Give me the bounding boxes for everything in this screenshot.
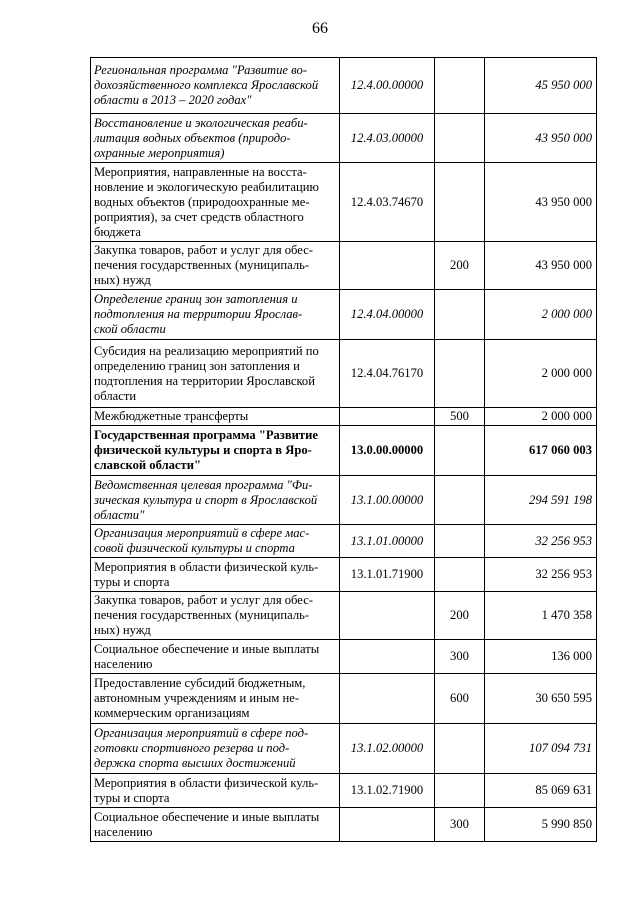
table-row — [91, 774, 597, 808]
row-expense-type-cell — [435, 724, 485, 774]
row-expense-type-cell: 300 — [435, 640, 485, 674]
row-code-cell: 12.4.00.00000 — [340, 58, 435, 114]
row-code-cell: 12.4.04.00000 — [340, 290, 435, 340]
table-row — [91, 340, 597, 408]
row-code-cell: 13.1.01.71900 — [340, 558, 435, 592]
row-amount-cell: 43 950 000 — [485, 242, 597, 290]
row-code-cell: 13.1.00.00000 — [340, 476, 435, 525]
row-name-cell: Закупка товаров, работ и услуг для обес- печения государственных (муниципаль- ных) нужд — [91, 242, 340, 290]
row-amount-cell: 2 000 000 — [485, 340, 597, 408]
row-amount-cell: 32 256 953 — [485, 525, 597, 558]
row-code-cell — [340, 408, 435, 426]
row-code-cell: 13.1.02.00000 — [340, 724, 435, 774]
row-amount-cell: 85 069 631 — [485, 774, 597, 808]
row-name-cell: Закупка товаров, работ и услуг для обес- печения государственных (муниципаль- ных) нужд — [91, 592, 340, 640]
row-name-cell: Мероприятия в области физической куль- туры и спорта — [91, 774, 340, 808]
table-row — [91, 525, 597, 558]
row-expense-type-cell — [435, 163, 485, 242]
table-row — [91, 592, 597, 640]
table-row — [91, 242, 597, 290]
row-amount-cell: 1 470 358 — [485, 592, 597, 640]
row-name-cell: Мероприятия, направленные на восста- новление и экологическую реабилитацию водных объектов (природоохранные ме- роприятия), за счет средств областного бюджета — [91, 163, 340, 242]
row-expense-type-cell — [435, 340, 485, 408]
row-code-cell: 13.1.02.71900 — [340, 774, 435, 808]
row-code-cell — [340, 242, 435, 290]
row-amount-cell: 5 990 850 — [485, 808, 597, 842]
table-row — [91, 808, 597, 842]
row-code-cell — [340, 592, 435, 640]
row-expense-type-cell: 300 — [435, 808, 485, 842]
page-number: 66 — [312, 20, 328, 37]
row-name-cell: Организация мероприятий в сфере мас- совой физической культуры и спорта — [91, 525, 340, 558]
row-code-cell: 12.4.03.74670 — [340, 163, 435, 242]
row-code-cell — [340, 640, 435, 674]
row-name-cell: Мероприятия в области физической куль- туры и спорта — [91, 558, 340, 592]
row-name-cell: Определение границ зон затопления и подтопления на территории Ярослав- ской области — [91, 290, 340, 340]
row-code-cell: 12.4.03.00000 — [340, 114, 435, 163]
row-code-cell: 12.4.04.76170 — [340, 340, 435, 408]
row-amount-cell: 617 060 003 — [485, 426, 597, 476]
row-amount-cell: 43 950 000 — [485, 163, 597, 242]
row-expense-type-cell — [435, 774, 485, 808]
table-row — [91, 163, 597, 242]
row-expense-type-cell: 200 — [435, 592, 485, 640]
row-amount-cell: 136 000 — [485, 640, 597, 674]
row-expense-type-cell — [435, 476, 485, 525]
table-row — [91, 114, 597, 163]
row-expense-type-cell — [435, 525, 485, 558]
row-expense-type-cell — [435, 58, 485, 114]
row-code-cell: 13.0.00.00000 — [340, 426, 435, 476]
table-row — [91, 426, 597, 476]
row-amount-cell: 2 000 000 — [485, 290, 597, 340]
table-row — [91, 674, 597, 724]
row-name-cell: Государственная программа "Развитие физической культуры и спорта в Яро- славской области" — [91, 426, 340, 476]
row-name-cell: Социальное обеспечение и иные выплаты населению — [91, 808, 340, 842]
row-code-cell — [340, 808, 435, 842]
row-code-cell: 13.1.01.00000 — [340, 525, 435, 558]
row-expense-type-cell — [435, 114, 485, 163]
budget-table — [90, 57, 597, 842]
table-row — [91, 58, 597, 114]
row-amount-cell: 43 950 000 — [485, 114, 597, 163]
row-expense-type-cell: 200 — [435, 242, 485, 290]
row-name-cell: Организация мероприятий в сфере под- готовки спортивного резерва и под- держка спорта высших достижений — [91, 724, 340, 774]
row-code-cell — [340, 674, 435, 724]
row-amount-cell: 294 591 198 — [485, 476, 597, 525]
row-name-cell: Субсидия на реализацию мероприятий по определению границ зон затопления и подтопления на территории Ярославской области — [91, 340, 340, 408]
row-expense-type-cell — [435, 290, 485, 340]
row-name-cell: Восстановление и экологическая реаби- литация водных объектов (природо- охранные мероприятия) — [91, 114, 340, 163]
budget-table-body — [91, 58, 597, 842]
table-row — [91, 558, 597, 592]
row-name-cell: Межбюджетные трансферты — [91, 408, 340, 426]
row-amount-cell: 45 950 000 — [485, 58, 597, 114]
row-amount-cell: 32 256 953 — [485, 558, 597, 592]
row-expense-type-cell: 500 — [435, 408, 485, 426]
row-amount-cell: 30 650 595 — [485, 674, 597, 724]
row-expense-type-cell — [435, 426, 485, 476]
row-amount-cell: 107 094 731 — [485, 724, 597, 774]
row-expense-type-cell — [435, 558, 485, 592]
table-row — [91, 290, 597, 340]
table-row — [91, 640, 597, 674]
row-expense-type-cell: 600 — [435, 674, 485, 724]
row-name-cell: Региональная программа "Развитие во- дохозяйственного комплекса Ярославской области в 2013 – 2020 годах" — [91, 58, 340, 114]
row-name-cell: Предоставление субсидий бюджетным, автономным учреждениям и иным не- коммерческим организациям — [91, 674, 340, 724]
row-name-cell: Социальное обеспечение и иные выплаты населению — [91, 640, 340, 674]
row-name-cell: Ведомственная целевая программа "Фи- зическая культура и спорт в Ярославской области" — [91, 476, 340, 525]
table-row — [91, 724, 597, 774]
table-row — [91, 476, 597, 525]
table-row — [91, 408, 597, 426]
row-amount-cell: 2 000 000 — [485, 408, 597, 426]
